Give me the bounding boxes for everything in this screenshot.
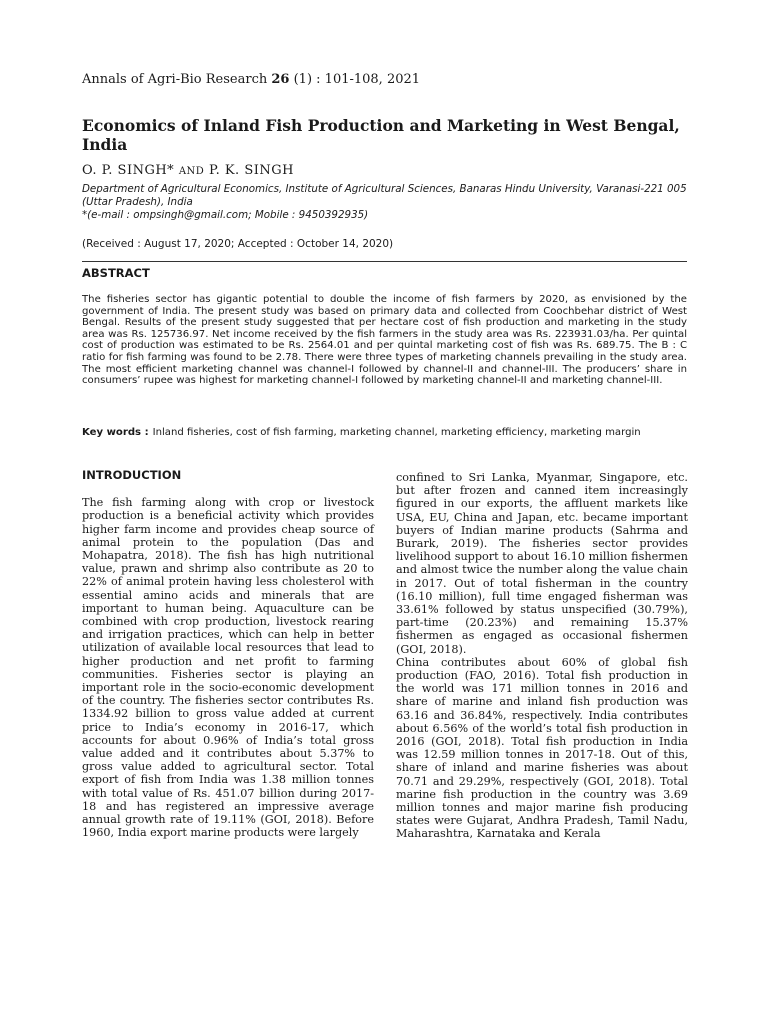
affiliation [82,183,692,222]
journal-citation [82,72,420,87]
affiliation-contact: *(e-mail : ompsingh@gmail.com; Mobile : 9450392935) [82,209,369,221]
journal-volume: 26 [271,72,290,87]
right-column [396,471,688,841]
paper-title: Economics of Inland Fish Production and Marketing in West Bengal, India [82,116,680,154]
affiliation-department: Department of Agricultural Economics, Institute of Agricultural Sciences, Banaras Hindu University, Varanasi-221 005 (Uttar Pradesh), India [82,183,687,208]
journal-issue-pages: (1) : 101-108, 2021 [293,72,421,87]
left-column [82,469,374,839]
abstract-text: The fisheries sector has gigantic potential to double the income of fish farmers by 2020, as envisioned by the government of India. The present study was based on primary data and collected from Coochbehar district of West Bengal. Results of the present study suggested that per hectare cost of fish production and marketing in the study area was Rs. 125736.97. Net income received by the fish farmers in the study area was Rs. 223931.03/ha. Per quintal cost of production was estimated to be Rs. 2564.01 and per quintal marketing cost of fish was Rs. 689.75. The B : C ratio for fish farming was found to be 2.78. There were three types of marketing channels prevailing in the study area. The most efficient marketing channel was channel-I followed by channel-II and channel-III. The producers’ share in consumers’ rupee was highest for marketing channel-I followed by marketing channel-II and marketing channel-III. [82,294,687,387]
introduction-paragraph-2: confined to Sri Lanka, Myanmar, Singapore, etc. but after frozen and canned item increasingly figured in our exports, the affluent markets like USA, EU, China and Japan, etc. became important buyers of Indian marine products (Sahrma and Burark, 2019). The fisheries sector provides livelihood support to about 16.10 million fishermen and almost twice the number along the value chain in 2017. Out of total fisherman in the country (16.10 million), full time engaged fisherman was 33.61% followed by status unspecified (30.79%), part-time (20.23%) and remaining 15.37% fishermen as engaged as occasional fishermen (GOI, 2018). [396,471,688,656]
author-second: P. K. SINGH [208,163,294,178]
author-list [82,163,294,178]
author-conjunction: AND [178,166,205,177]
keywords-label: Key words : [82,427,149,438]
received-dates: (Received : August 17, 2020; Accepted : October 14, 2020) [82,238,394,250]
introduction-paragraph-3: China contributes about 60% of global fish production (FAO, 2016). Total fish production in the world was 171 million tonnes in 2016 and share of marine and inland fish production was 63.16 and 36.84%, respectively. India contributes about 6.56% of the world’s total fish production in 2016 (GOI, 2018). Total fish production in India was 12.59 million tonnes in 2017-18. Out of this, share of inland and marine fisheries was about 70.71 and 29.29%, respectively (GOI, 2018). Total marine fish production in the country was 3.69 million tonnes and major marine fish producing states were Gujarat, Andhra Pradesh, Tamil Nadu, Maharashtra, Karnataka and Kerala [396,655,688,841]
keywords [82,427,687,439]
top-divider [82,261,687,262]
keywords-text: Inland fisheries, cost of fish farming, marketing channel, marketing efficiency, marketing margin [152,427,641,438]
introduction-paragraph-1: The fish farming along with crop or livestock production is a beneficial activity which provides higher farm income and provides cheap source of animal protein to the population (Das and Mohapatra, 2018). The fish has high nutritional value, prawn and shrimp also contribute as 20 to 22% of animal protein having less cholesterol with essential amino acids and minerals that are important to human being. Aquaculture can be combined with crop production, livestock rearing and irrigation practices, which can help in better utilization of available local resources that lead to higher production and net profit to farming communities. Fisheries sector is playing an important role in the socio-economic development of the country. The fisheries sector contributes Rs. 1334.92 billion to gross value added at current price to India’s economy in 2016-17, which accounts for about 0.96% of India’s total gross value added and it contributes about 5.37% to gross value added to agricultural sector. Total export of fish from India was 1.38 million tonnes with total value of Rs. 451.07 billion during 2017-18 and has registered an impressive average annual growth rate of 19.11% (GOI, 2018). Before 1960, India export marine products were largely [82,496,374,840]
author-first: O. P. SINGH* [82,163,175,178]
introduction-heading: INTRODUCTION [82,468,182,482]
journal-name: Annals of Agri-Bio Research [82,72,268,87]
abstract-heading: ABSTRACT [82,266,150,280]
